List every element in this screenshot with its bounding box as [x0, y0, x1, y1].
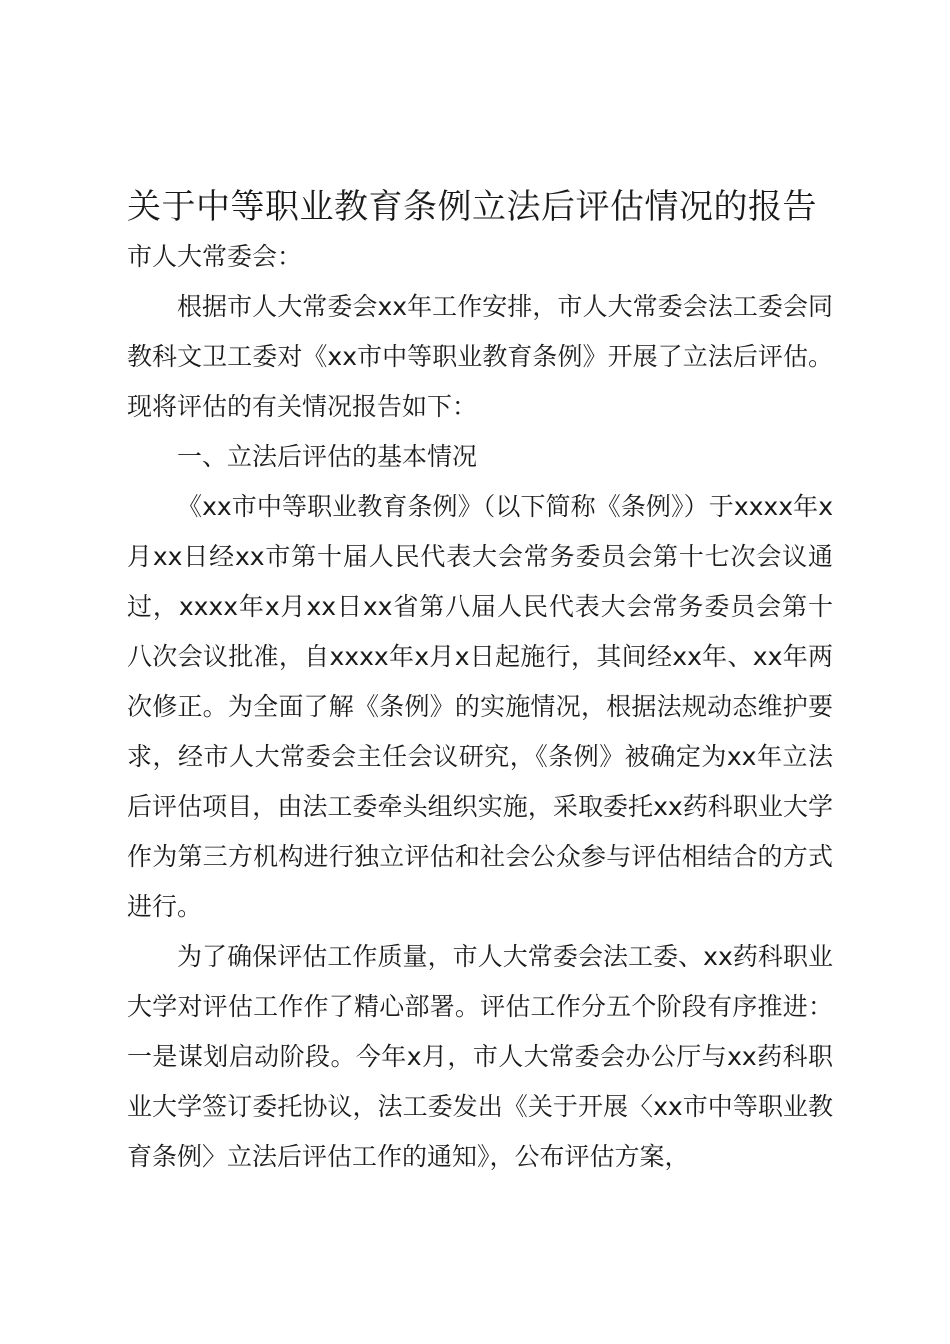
paragraph-work-deployment: 为了确保评估工作质量，市人大常委会法工委、xx药科职业大学对评估工作作了精心部署。评估工作分五个阶段有序推进：一是谋划启动阶段。今年x月，市人大常委会办公厅与xx药科职业大学签订委托协议，法工委发出《关于开展〈xx市中等职业教育条例〉立法后评估工作的通知》，公布评估方案， — [127, 942, 833, 1171]
paragraph-intro: 根据市人大常委会xx年工作安排，市人大常委会法工委会同教科文卫工委对《xx市中等职业教育条例》开展了立法后评估。现将评估的有关情况报告如下： — [127, 292, 833, 421]
document-title: 关于中等职业教育条例立法后评估情况的报告 — [127, 187, 817, 227]
paragraph-basic-info: 《xx市中等职业教育条例》（以下简称《条例》）于xxxx年x月xx日经xx市第十届人民代表大会常务委员会第十七次会议通过，xxxx年x月xx日xx省第八届人民代表大会常务委员会第十八次会议批准，自xxxx年x月x日起施行，其间经xx年、xx年两次修正。为全面了解《条例》的实施情况，根据法规动态维护要求，经市人大常委会主任会议研究，《条例》被确定为xx年立法后评估项目，由法工委牵头组织实施，采取委托xx药科职业大学作为第三方机构进行独立评估和社会公众参与评估相结合的方式进行。 — [127, 492, 833, 921]
salutation: 市人大常委会： — [127, 242, 303, 271]
section-heading-1: 一、立法后评估的基本情况 — [177, 442, 478, 471]
document-page — [127, 182, 833, 1182]
